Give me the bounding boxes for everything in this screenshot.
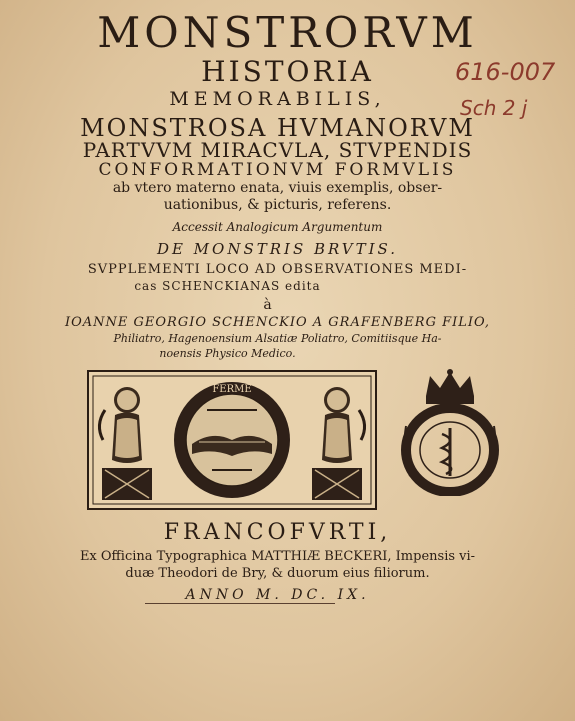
emblem-motto-word: FERME [212, 384, 252, 395]
imprint-city: FRANCOFVRTI, [163, 520, 392, 545]
title-line-1: MONSTRORVM [97, 8, 478, 57]
imprint-line-1: Ex Officina Typographica MATTHIÆ BECKERI, Impensis vi- [79, 549, 476, 564]
title-line-5: PARTVVM MIRACVLA, STVPENDIS [82, 138, 473, 162]
author-line-3: noensis Physico Medico. [159, 347, 296, 360]
title-line-4: MONSTROSA HVMANORVM [80, 114, 475, 142]
a-line: à [263, 297, 272, 313]
divider-rule [145, 603, 335, 604]
clasped-hands-medallion [174, 382, 290, 498]
accessit-line: Accessit Analogicum Argumentum [172, 220, 383, 234]
handwritten-shelfmark: 616-007 [455, 58, 556, 86]
author-line-2: Philiatro, Hagenoensium Alsatiæ Poliatro, Comitiisque Ha- [113, 332, 442, 345]
de-monstris-line: DE MONSTRIS BRVTIS. [156, 240, 399, 258]
library-stamp-icon [396, 366, 504, 496]
imprint-year: ANNO M. DC. IX. [185, 587, 370, 603]
title-line-3: MEMORABILIS, [169, 88, 386, 110]
title-line-7: ab vtero materno enata, viuis exemplis, obser- [112, 180, 443, 196]
title-line-6: CONFORMATIONVM FORMVLIS [98, 160, 457, 180]
author-name: IOANNE GEORGIO SCHENCKIO A GRAFENBERG FILIO, [64, 315, 491, 330]
supplementi-line: SVPPLEMENTI LOCO AD OBSERVATIONES MEDI- [87, 262, 468, 277]
handwritten-note: Sch 2 j [460, 96, 528, 120]
title-line-8: uationibus, & picturis, referens. [163, 197, 392, 213]
imprint-line-2: duæ Theodori de Bry, & duorum eius filiorum. [125, 566, 430, 581]
title-line-2: HISTORIA [201, 55, 374, 88]
printer-emblem-woodcut [87, 370, 377, 510]
cas-line: cas SCHENCKIANAS edita [134, 279, 321, 293]
